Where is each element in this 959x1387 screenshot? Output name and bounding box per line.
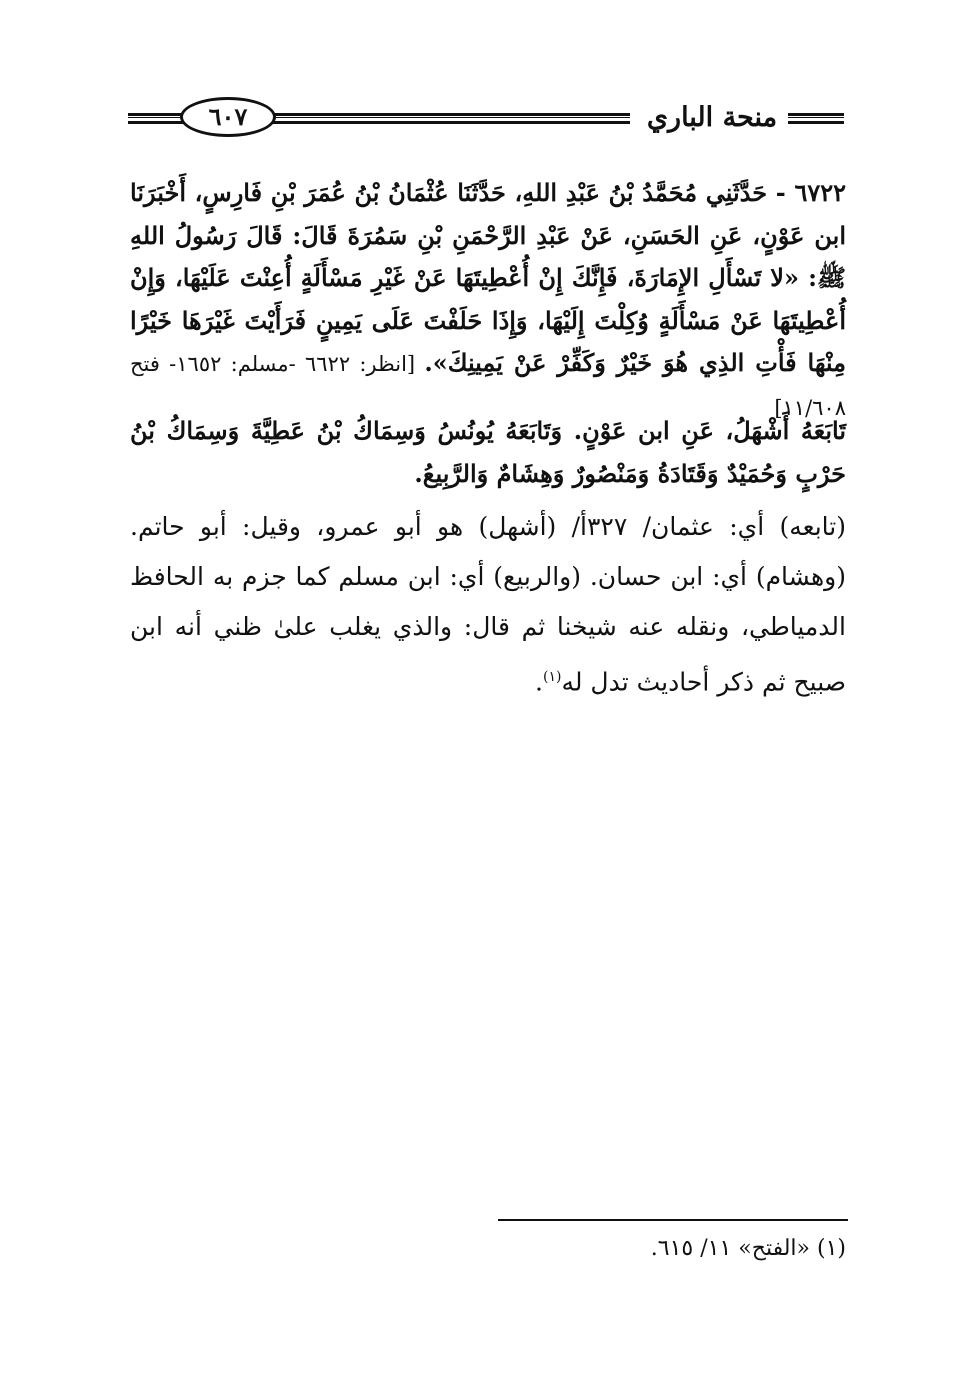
hadith-reference: [انظر: ٦٦٢٢ -مسلم: ١٦٥٢- فتح ١١/٦٠٨] — [130, 352, 846, 420]
footnote: (١) «الفتح» ١١/ ٦١٥. — [650, 1236, 846, 1261]
hadith-text: ٦٧٢٢ - حَدَّثَنِي مُحَمَّدُ بْنُ عَبْدِ اللهِ، حَدَّثَنَا عُثْمَانُ بْنُ عُمَرَ بْنِ فَارِسٍ، أَخْبَرَنَا ابن عَوْنٍ، عَنِ الحَسَنِ، عَنْ عَبْدِ الرَّحْمَنِ بْنِ سَمُرَةَ قَالَ: قَالَ رَسُولُ اللهِ ﷺ: «لا تَسْأَلِ الإِمَارَةَ، فَإِنَّكَ إِنْ أُعْطِيتَهَا عَنْ غَيْرِ مَسْأَلَةٍ أُعِنْتَ عَلَيْهَا، وَإِنْ أُعْطِيتَهَا عَنْ مَسْأَلَةٍ وُكِلْتَ إِلَيْهَا، وَإِذَا حَلَفْتَ عَلَى يَمِينٍ فَرَأَيْتَ غَيْرَهَا خَيْرًا مِنْهَا فَأْتِ الذِي هُوَ خَيْرٌ وَكَفِّرْ عَنْ يَمِينِكَ». — [130, 178, 847, 377]
header-rule-left — [128, 113, 188, 124]
footnote-marker: (١) — [542, 669, 562, 685]
header-rule-center — [270, 113, 630, 124]
mutaba-text: تَابَعَهُ أَشْهَلُ، عَنِ ابن عَوْنٍ. وَتَابَعَهُ يُونُسُ وَسِمَاكُ بْنُ عَطِيَّةَ وَسِمَاكُ بْنُ حَرْبٍ وَحُمَيْدٌ وَقَتَادَةُ وَمَنْصُورٌ وَهِشَامٌ وَالرَّبِيعُ. — [130, 416, 846, 488]
hadith-paragraph — [130, 172, 846, 429]
header-rule-right — [788, 113, 844, 124]
page-header — [128, 92, 848, 148]
commentary-end: . — [535, 667, 543, 697]
commentary-text: (تابعه) أي: عثمان/ ٣٢٧أ/ (أشهل) هو أبو عمرو، وقيل: أبو حاتم. (وهشام) أي: ابن حسان. (والربيع) أي: ابن مسلم كما جزم به الحافظ الدمياطي، ونقله عنه شيخنا ثم قال: والذي يغلب علىٰ ظني أنه ابن صبيح ثم ذكر أحاديث تدل له — [130, 512, 846, 697]
footnote-separator — [498, 1219, 848, 1221]
book-title: منحة الباري — [646, 102, 778, 133]
page-number: ٦٠٧ — [180, 97, 276, 137]
mutaba-paragraph — [130, 410, 846, 495]
commentary-paragraph — [130, 502, 846, 707]
